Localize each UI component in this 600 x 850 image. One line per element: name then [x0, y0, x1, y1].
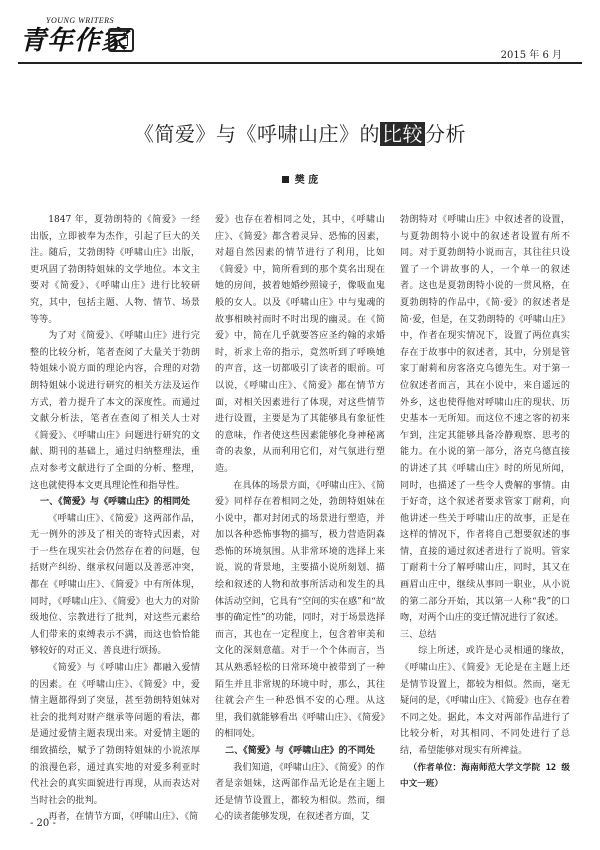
paragraph: 我们知道，《呼啸山庄》、《简爱》的作者是亲姐妹，这两部作品无论是在主题上还是情节设置上，都较为相似。然而，细心的读者能够发现，在叙述者方面，艾 [215, 762, 385, 823]
page-number: - 20 - [30, 818, 56, 829]
journal-logo-mark-icon [108, 28, 134, 52]
masthead [0, 0, 600, 80]
text-column-2 [215, 212, 385, 826]
title-part-3: 分析 [425, 122, 466, 146]
author-affiliation: （作者单位：海南师范大学文学院 12 级中文一班） [400, 762, 570, 790]
section-heading: 一、《简爱》与《呼啸山庄》的相同处 [39, 496, 191, 508]
paragraph: 1847 年，夏勃朗特的《简爱》一经出版，立即被奉为杰作，引起了巨大的关注。随后，艾勃朗特《呼啸山庄》出版，更巩固了勃朗特姐妹的文学地位。本文主要对《简爱》、《呼啸山庄》进行比较研究，其中，包括主题、人物、情节、场景等等。 [30, 215, 200, 325]
author-name: 樊 庞 [294, 175, 319, 186]
section-heading: 二、《简爱》与《呼啸山庄》的不同处 [224, 745, 376, 756]
issue-date: 2015 年 6 月 [500, 50, 562, 61]
title-part-2: 的 [359, 122, 380, 146]
text-column-1 [30, 212, 200, 826]
journal-logo: 青年作家 [20, 26, 129, 56]
paragraph: 三、总结 [400, 629, 437, 640]
author-square-icon [282, 176, 289, 183]
paragraph: 《简爱》与《呼啸山庄》都融入爱情的因素。在《呼啸山庄》、《简爱》中，爱情主题都得到了突显，甚至勃朗特姐妹对社会的批判对财产继承等问题的看法，都是通过爱情主题表现出来。对爱情主题的细致描绘，赋予了勃朗特姐妹的小说浓厚的浪漫色彩，通过真实地的对爱多利亚时代社会的真实面貌进行再现，从而表达对当时社会的批判。 [30, 663, 200, 806]
paragraph: 再者，在情节方面，《呼啸山庄》、《简 [48, 812, 199, 823]
paragraph: 《呼啸山庄》、《简爱》这两部作品，无一例外的涉及了相关的寄特式因素，对于一些在现实社会仍然存在着的问题，包括财产纠纷、继承权问题以及善恶冲突，都在《呼啸山庄》、《简爱》中有所体现，同时，《呼啸山庄》、《简爱》也大力的对阶级地位、宗教进行了批判，对这些元素给人们带来的束缚表示不满，而这也恰恰能够较好的对正义、善良进行颂扬。 [30, 513, 200, 657]
paragraph: 综上所述，或许是心灵相通的缘故，《呼啸山庄》、《简爱》无论是在主题上还是情节设置上，都较为相似。然而，毫无疑问的是，《呼啸山庄》、《简爱》也存在着不同之处。据此，本文对两部作品进行了比较分析，对其相同、不同处进行了总结，希望能够对现实有所裨益。 [400, 646, 570, 756]
paragraph: 爱》也存在着相同之处，其中，《呼啸山庄》、《简爱》都含着灵异、恐怖的因素，对超自然因素的情节进行了利用，比如《简爱》中，简所看到的那个莫名出现在她的房间，披着她婚纱照镜子，像吸血鬼般的女人。以及《呼啸山庄》中与鬼魂的故事相映衬而时不时出现的幽灵。在《简爱》中，简在几乎就要答应圣约翰的求婚时，祈求上帝的指示，竟然听到了呼唤她的声音，这一切都吸引了读者的眼前。可以说，《呼啸山庄》、《简爱》都在情节方面，对相关因素进行了体现，对这些情节进行设置，主要是为了其能够具有象征性的意味，作者使这些因素能够化身神秘离奇的表象，从而利用它们，对气氛进行塑造。 [215, 215, 385, 474]
article-title [0, 118, 600, 147]
title-highlight: 比较 [382, 122, 423, 146]
header-rule [18, 62, 582, 64]
paragraph: 为了对《简爱》、《呼啸山庄》进行完整的比较分析，笔者查阅了大量关于勃朗特姐妹小说方面的理论内容，合理的对勃朗特姐妹小说进行研究的相关方法及运作方式，着力提升了本文的深度性。而通过文献分析法，笔者在查阅了相关人士对《简爱》、《呼啸山庄》问题进行研究的文献、期刊的基础上，通过归纳整理法，重点对参考文献进行了全面的分析、整理，这也就使得本文更具理论性和指导性。 [30, 331, 200, 491]
title-part-1: 《简爱》与《呼啸山庄》 [134, 122, 360, 146]
paragraph: 在具体的场景方面，《呼啸山庄》、《简爱》同样存在着相同之处，勃朗特姐妹在小说中，都对封闭式的场景进行塑造，并加以各种恐怖事物的描写，极力营造阴森恐怖的环境氛围。从非常环境的选择上来说，说的背景地，主要描小说所刻划、描绘和叙述的人物和故事所活动和发生的具体活动空间，它具有“空间的实在感”和“故事的确定性”的功能，同时，对于场景选择而言，其也在一定程度上，包含着审美和文化的深刻意蕴。对于一个个体而言，当其从熟悉轻松的日常环境中被带到了一种陌生并且非常规的环境中时，那么，其往往就会产生一种恐惧不安的心理。从这里，我们就能够看出《呼啸山庄》、《简爱》的相同处。 [215, 480, 385, 740]
journal-logo-english: YOUNG WRITERS [46, 16, 115, 25]
article-author [0, 171, 600, 186]
paragraph: 勃朗特对《呼啸山庄》中叙述者的设置，与夏勃朗特小说中的叙述者设置有所不同。对于夏勃朗特小说而言，其往往只设置了一个讲故事的人，一个单一的叙述者。这也是夏勃朗特小说的一贯风格，在夏勃朗特的作品中，《简·爱》的叙述者是简·爱，但是，在艾勃朗特的《呼啸山庄》中，作者在现实情况下，设置了两位真实存在于故事中的叙述者，其中，分别是管家丁耐莉和房客洛克乌德先生。对于第一位叙述者而言，其在小说中，来自遥远的外乡，这也使得他对呼啸山庄的现状、历史基本一无所知。而这位不速之客的初来乍到，注定其能够具备冷静观察、思考的能力。在小说的第一部分，洛克乌德直接的讲述了其《呼啸山庄》时的所见所闻，同时，也描述了一些令人费解的事情。由于好奇，这个叙述者要求管家丁耐莉，向他讲述一些关于呼啸山庄的故事，正是在这样的情况下，作者将自己想要叙述的事情，直接的通过叙述者进行了说明。管家丁耐莉十分了解呼啸山庄，同时，其又在画眉山庄中，继续从事同一职业，从小说的第二部分开始，其以第一人称“我”的口吻，对两个山庄的变迁情况进行了叙述。 [400, 215, 570, 624]
text-column-3 [400, 212, 570, 793]
